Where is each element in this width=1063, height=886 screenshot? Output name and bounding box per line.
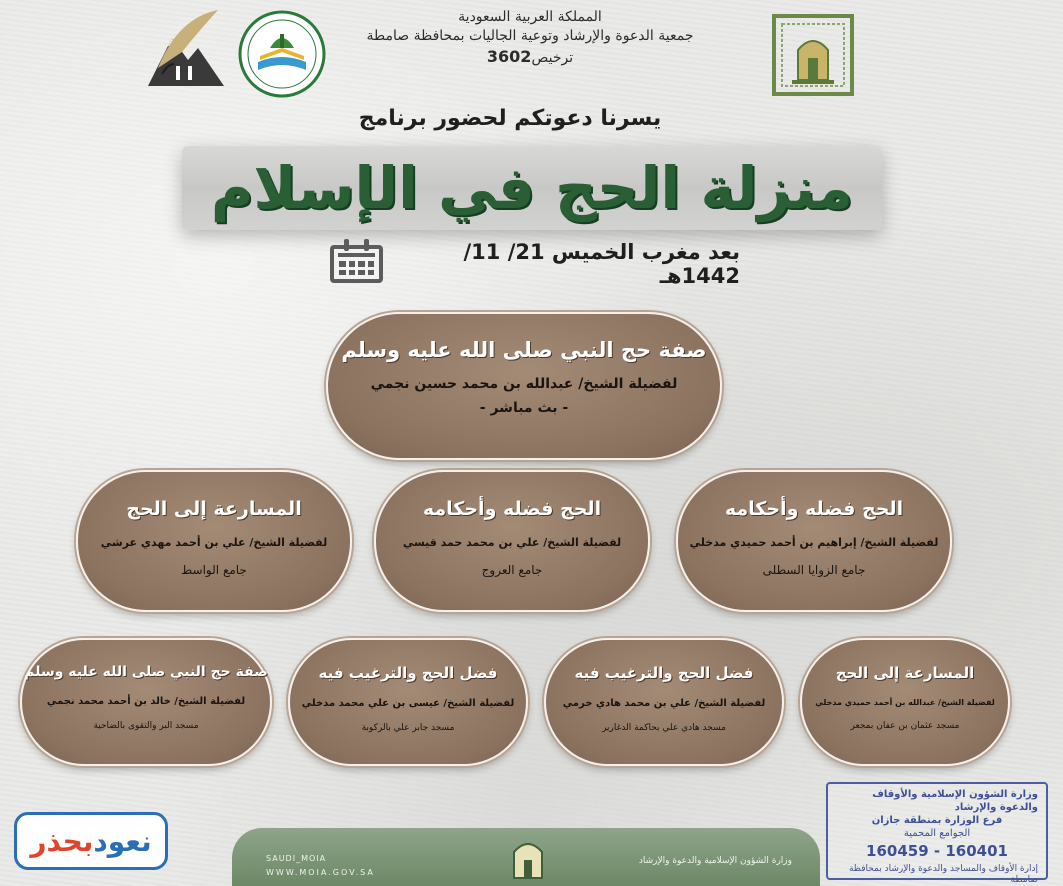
association-name: جمعية الدعوة والإرشاد وتوعية الجاليات بمحافظة صامطة: [366, 27, 694, 44]
stamp-line: إدارة الأوقاف والمساجد والدعوة والإرشاد بمحافظة صامطة: [848, 863, 1038, 886]
lecture-mosque: مسجد عثمان بن عفان بمجعر: [850, 721, 960, 731]
lecture-mosque: مسجد هادي علي بحاكمة الدغارير: [602, 723, 726, 733]
stamp-line: الجوامع المحمية: [903, 828, 971, 839]
lecture-card: [544, 638, 784, 766]
footer-handle: SAUDI_MOIA: [266, 854, 327, 863]
kingdom-name: المملكة العربية السعودية: [458, 9, 602, 25]
lecture-title: المسارعة إلى الحج: [126, 498, 302, 520]
lecture-card: [800, 638, 1010, 766]
lecture-title: الحج فضله وأحكامه: [422, 498, 602, 520]
license-number: 3602: [486, 46, 532, 66]
ministry-emblem-logo: [768, 10, 858, 100]
lecture-speaker: لفضيلة الشيخ/ علي بن أحمد مهدي عرشي: [100, 536, 328, 549]
lecture-note: - بث مباشر -: [479, 400, 569, 416]
lecture-mosque: مسجد البر والتقوى بالضاحية: [93, 721, 199, 731]
stamp-line: فرع الوزارة بمنطقة جازان: [871, 815, 1003, 826]
invite-line: يسرنا دعوتكم لحضور برنامج: [358, 106, 662, 131]
lecture-speaker: لفضيلة الشيخ/ خالد بن أحمد محمد نجمي: [46, 696, 246, 707]
lecture-mosque: جامع الواسط: [181, 563, 247, 577]
association-logo: [236, 8, 328, 100]
lecture-mosque: جامع العروج: [481, 563, 543, 577]
lecture-speaker: لفضيلة الشيخ/ علي بن محمد حمد قيسي: [402, 536, 622, 549]
lecture-title: المسارعة إلى الحج: [835, 664, 975, 682]
brand-badge: [14, 812, 168, 870]
lecture-card: [20, 638, 272, 766]
footer-ministry: وزارة الشؤون الإسلامية والدعوة والإرشاد: [638, 856, 792, 866]
lecture-card: [76, 470, 352, 612]
lecture-title: صفة حج النبي صلى الله عليه وسلم: [24, 664, 268, 680]
lecture-speaker: لفضيلة الشيخ/ عبدالله بن أحمد حميدي مدخلي: [815, 698, 995, 707]
lecture-title: صفة حج النبي صلى الله عليه وسلم: [341, 338, 707, 362]
lecture-title: الحج فضله وأحكامه: [724, 498, 904, 520]
footer-band: [232, 828, 820, 886]
date-text: بعد مغرب الخميس 21/ 11/ 1442هـ: [463, 240, 740, 288]
lecture-speaker: لفضيلة الشيخ/ عبدالله بن محمد حسين نجمي: [370, 376, 678, 392]
brand-part2: بحذر: [30, 824, 94, 858]
footer-website: WWW.MOIA.GOV.SA: [266, 868, 375, 877]
license-label: ترخيص: [531, 49, 574, 66]
lecture-mosque: جامع الزوايا السطلى: [762, 563, 866, 577]
lecture-speaker: لفضيلة الشيخ/ علي بن محمد هادي خرمي: [562, 698, 766, 709]
lecture-title: فضل الحج والترغيب فيه: [318, 664, 498, 682]
header-text: [330, 8, 730, 68]
program-title: منزلة الحج في الإسلام: [210, 154, 854, 222]
quill-mountain-logo: [138, 8, 232, 90]
ministry-emblem-icon: [506, 832, 550, 882]
lecture-card: [288, 638, 528, 766]
lecture-card: [374, 470, 650, 612]
main-lecture-card: [326, 312, 722, 460]
lecture-speaker: لفضيلة الشيخ/ إبراهيم بن أحمد حميدي مدخلي: [689, 536, 939, 549]
stamp-line: وزارة الشؤون الإسلامية والأوقاف والدعوة والإرشاد: [872, 789, 1038, 813]
official-stamp: [826, 782, 1048, 886]
lecture-speaker: لفضيلة الشيخ/ عيسى بن علي محمد مدخلي: [301, 698, 515, 709]
lecture-card: [676, 470, 952, 612]
brand-part1: نعود: [93, 824, 152, 858]
license-line: [330, 46, 730, 68]
stamp-numbers: 160459 - 160401: [866, 842, 1008, 860]
lecture-mosque: مسجد جابر علي بالركوبة: [361, 723, 455, 733]
lecture-title: فضل الحج والترغيب فيه: [574, 664, 754, 682]
calendar-icon: [330, 245, 383, 283]
date-row: [330, 240, 740, 288]
